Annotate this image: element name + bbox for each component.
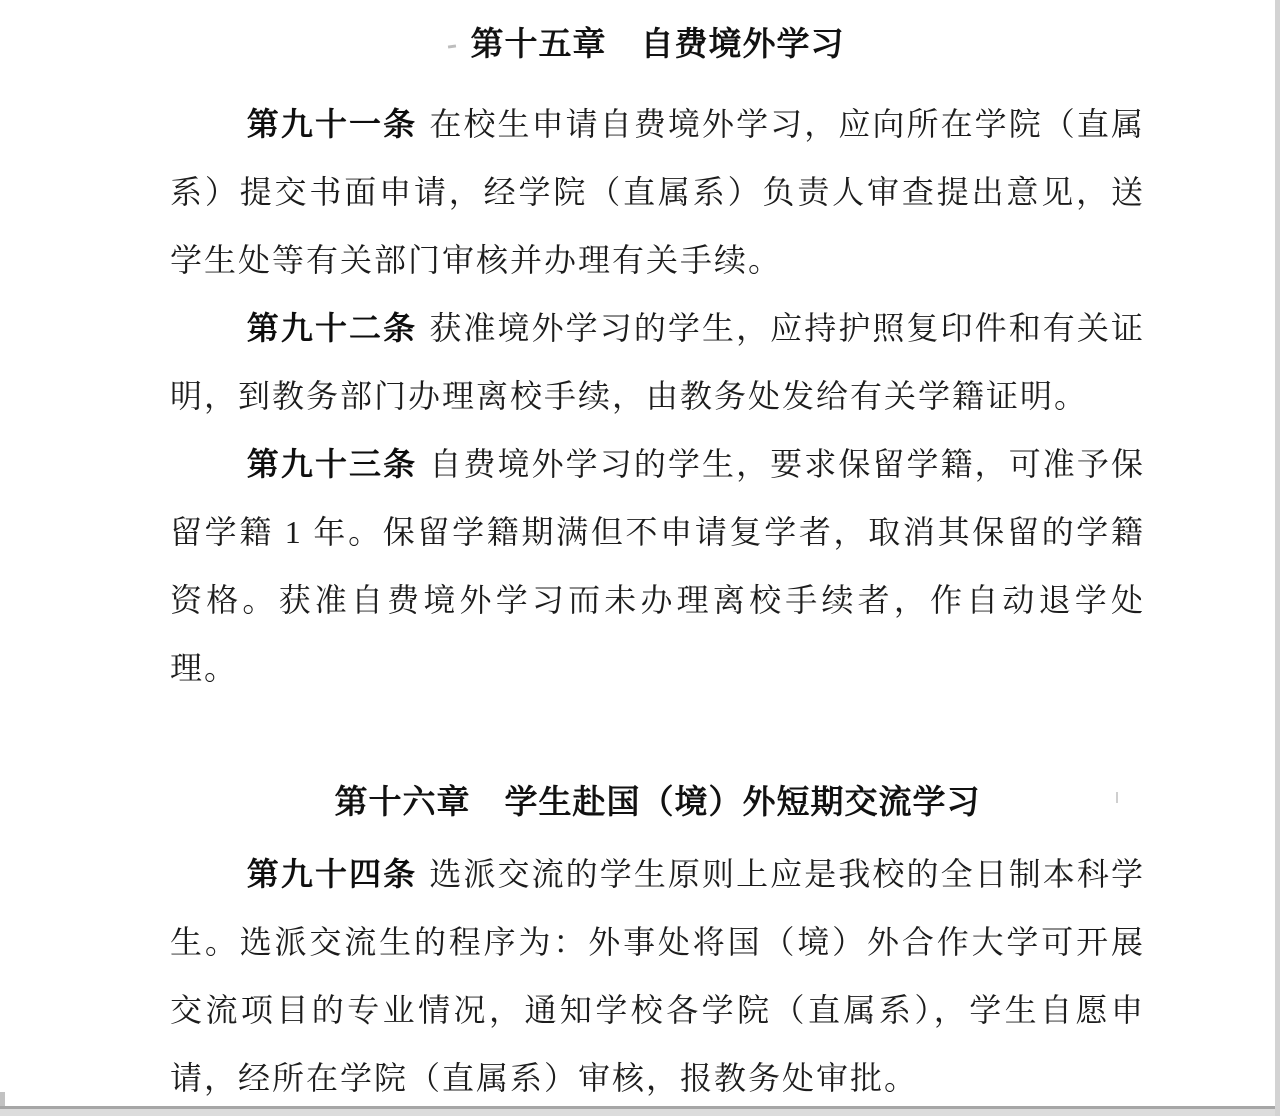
article-94-text: 选派交流的学生原则上应是我校的全日制本科学生。选派交流生的程序为：外事处将国（境）外合作大学可开展交流项目的专业情况，通知学校各学院（直属系），学生自愿申请，经所在学院（直属系）审核，报教务处审批。 — [170, 856, 1145, 1096]
page-edge-bottom — [0, 1109, 1280, 1116]
document-content — [170, 20, 1145, 1112]
page-edge-right — [1275, 0, 1280, 1116]
article-91-text: 在校生申请自费境外学习，应向所在学院（直属系）提交书面申请，经学院（直属系）负责人审查提出意见，送学生处等有关部门审核并办理有关手续。 — [170, 106, 1145, 278]
article-93-number: 第九十三条 — [246, 446, 418, 482]
article-91-number: 第九十一条 — [246, 106, 418, 142]
article-92 — [170, 294, 1145, 430]
chapter-16-title: 第十六章 学生赴国（境）外短期交流学习 — [334, 783, 981, 820]
article-94 — [170, 840, 1145, 1112]
article-93-text: 自费境外学习的学生，要求保留学籍，可准予保留学籍 1 年。保留学籍期满但不申请复学者，取消其保留的学籍资格。获准自费境外学习而未办理离校手续者，作自动退学处理。 — [170, 446, 1145, 686]
article-93 — [170, 430, 1145, 702]
article-94-number: 第九十四条 — [246, 856, 418, 892]
article-92-text: 获准境外学习的学生，应持护照复印件和有关证明，到教务部门办理离校手续，由教务处发给有关学籍证明。 — [170, 310, 1145, 414]
scan-speck — [1116, 792, 1118, 803]
article-92-number: 第九十二条 — [246, 310, 418, 346]
article-91 — [170, 90, 1145, 294]
chapter-15-title: 第十五章 自费境外学习 — [470, 25, 845, 62]
